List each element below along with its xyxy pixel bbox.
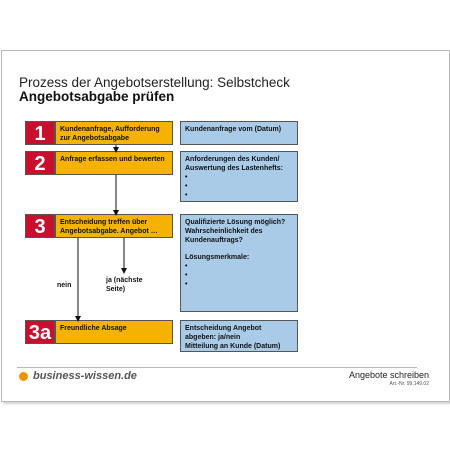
slide-title: Prozess der Angebotserstellung: Selbstcheck bbox=[19, 75, 290, 90]
note-2-bullet-2: • bbox=[185, 183, 188, 190]
note-3a-line-1: Entscheidung Angebot abgeben: ja/nein bbox=[185, 325, 262, 341]
article-number: Art.-Nr. 99.149.02 bbox=[389, 381, 429, 387]
footer-divider bbox=[17, 367, 417, 368]
logo-dot-icon bbox=[19, 372, 28, 381]
step-box-3a: Freundliche Absage bbox=[55, 320, 173, 344]
note-3-bullet-2: • bbox=[185, 272, 188, 279]
step-number-3a: 3a bbox=[25, 320, 55, 344]
note-3-line-3: Lösungsmerkmale: bbox=[185, 254, 250, 261]
branch-label-no: nein bbox=[57, 282, 72, 289]
step-number-3: 3 bbox=[25, 214, 55, 238]
note-3-bullet-1: • bbox=[185, 263, 188, 270]
note-2-bullet-3: • bbox=[185, 192, 188, 199]
note-3-bullet-3: • bbox=[185, 281, 188, 288]
step-number-1: 1 bbox=[25, 121, 55, 145]
slide bbox=[1, 50, 450, 402]
step-box-2: Anfrage erfassen und bewerten bbox=[55, 151, 173, 175]
note-3-line-1: Qualifizierte Lösung möglich? bbox=[185, 219, 286, 226]
footer-title: Angebote schreiben bbox=[348, 370, 429, 380]
note-3-line-2: Wahrscheinlichkeit des Kundenauftrags? bbox=[185, 228, 263, 244]
branch-label-yes: ja (nächste Seite) bbox=[106, 277, 143, 293]
flow-arrows bbox=[2, 51, 449, 401]
step-number-2: 2 bbox=[25, 151, 55, 175]
brand-logo: business-wissen.de bbox=[33, 370, 137, 382]
step-box-3: Entscheidung treffen über Angebotsabgabe. Angebot … bbox=[55, 214, 173, 238]
note-2-bullet-1: • bbox=[185, 174, 188, 181]
step-box-1: Kundenanfrage, Aufforderung zur Angebotsabgabe bbox=[55, 121, 173, 145]
note-2-line-1: Anforderungen des Kunden/ Auswertung des Lastenhefts: bbox=[185, 156, 284, 172]
slide-subtitle: Angebotsabgabe prüfen bbox=[19, 89, 175, 104]
note-3a-line-2: Mitteilung an Kunde (Datum) bbox=[185, 343, 281, 350]
note-1-line-1: Kundenanfrage vom (Datum) bbox=[185, 126, 282, 133]
